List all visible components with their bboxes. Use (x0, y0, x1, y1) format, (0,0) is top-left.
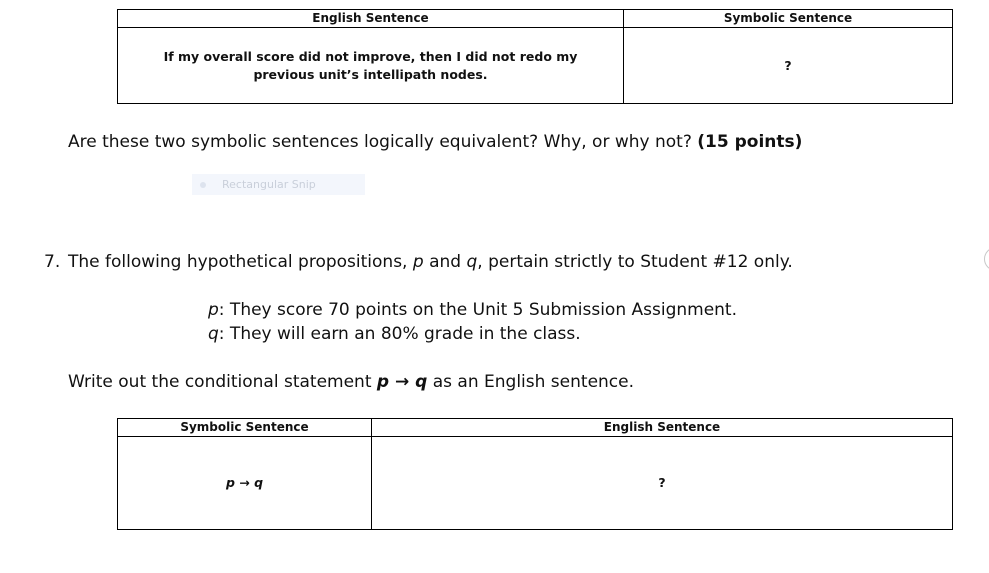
proposition-q-text: : They will earn an 80% grade in the class. (218, 324, 581, 344)
header-symbolic-sentence: Symbolic Sentence (624, 10, 953, 28)
instruction-text-b: as an English sentence. (427, 372, 635, 392)
variable-p: p (412, 252, 424, 272)
table-row (118, 28, 953, 104)
symbolic-sentence-cell[interactable] (624, 28, 953, 104)
table-header-row (118, 419, 953, 437)
conditional-table (117, 418, 953, 530)
conditional-instruction (68, 372, 634, 392)
header-english-sentence: English Sentence (372, 419, 953, 437)
proposition-p-var: p (208, 300, 219, 320)
proposition-q-var: q (208, 324, 219, 344)
english-sentence-cell (118, 28, 624, 104)
instruction-var-q: q (415, 372, 428, 392)
english-answer-cell[interactable] (372, 437, 953, 530)
symbolic-formula-cell (118, 437, 372, 530)
english-sentence-text: If my overall score did not improve, then I did not redo my previous unit’s intellipath nodes. (163, 48, 578, 82)
formula-arrow: → (239, 475, 250, 490)
proposition-p (208, 300, 737, 320)
equivalence-question (68, 132, 802, 152)
header-symbolic-sentence: Symbolic Sentence (118, 419, 372, 437)
symbolic-placeholder: ? (784, 57, 792, 73)
question-7 (44, 252, 793, 272)
arrow-symbol: → (389, 372, 416, 392)
rectangular-snip-overlay (192, 174, 365, 195)
variable-q: q (466, 252, 478, 272)
comparison-table (117, 9, 953, 104)
formula-q: q (254, 475, 264, 490)
scroll-handle-icon[interactable] (984, 247, 989, 271)
instruction-text-a: Write out the conditional statement (68, 372, 377, 392)
table-header-row (118, 10, 953, 28)
question-7-text-a: The following hypothetical propositions, (68, 252, 413, 272)
points-label: (15 points) (697, 132, 803, 152)
formula-p: p (225, 475, 235, 490)
proposition-q (208, 324, 581, 344)
snip-label: Rectangular Snip (222, 178, 316, 191)
equivalence-question-text: Are these two symbolic sentences logically equivalent? Why, or why not? (68, 132, 698, 152)
instruction-var-p: p (376, 372, 390, 392)
snip-icon (200, 182, 206, 188)
question-number: 7. (44, 252, 61, 272)
question-7-text-b: and (423, 252, 467, 272)
table-row (118, 437, 953, 530)
proposition-p-text: : They score 70 points on the Unit 5 Submission Assignment. (218, 300, 738, 320)
header-english-sentence: English Sentence (118, 10, 624, 28)
english-placeholder: ? (658, 475, 666, 490)
question-7-text-c: , pertain strictly to Student #12 only. (477, 252, 793, 272)
